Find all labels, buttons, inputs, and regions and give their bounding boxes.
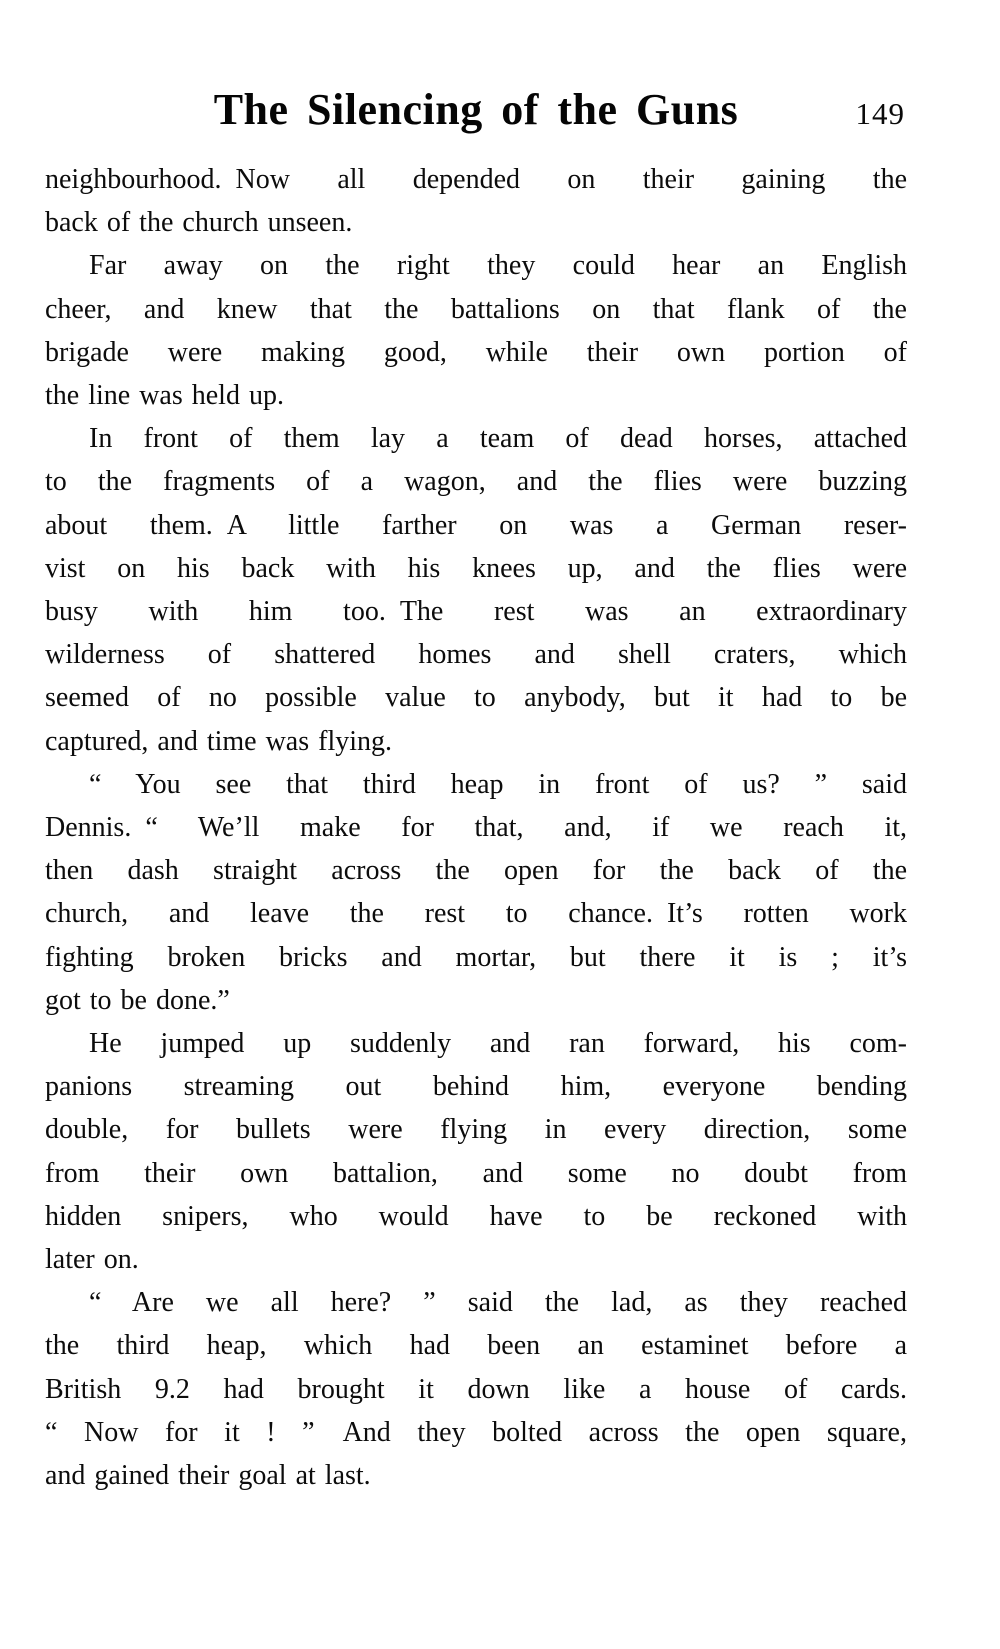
text-line: from their own battalion, and some no doubt from [45, 1157, 907, 1189]
text-line: “ Are we all here? ” said the lad, as they reached [89, 1287, 907, 1319]
text-line: wilderness of shattered homes and shell craters, which [45, 639, 907, 671]
page-body [45, 158, 907, 1497]
text-line: vist on his back with his knees up, and the flies were [45, 552, 907, 584]
text-line: busy with him too. The rest was an extraordinary [45, 596, 907, 628]
text-line: seemed of no possible value to anybody, but it had to be [45, 682, 907, 714]
paragraph [45, 158, 907, 244]
text-line: In front of them lay a team of dead horses, attached [89, 423, 907, 455]
text-line: panions streaming out behind him, everyone bending [45, 1071, 907, 1103]
text-line: later on. [45, 1244, 139, 1276]
text-line: back of the church unseen. [45, 207, 353, 239]
text-line: got to be done.” [45, 984, 230, 1016]
paragraph [45, 1281, 907, 1497]
paragraph [45, 1022, 907, 1281]
text-line: double, for bullets were flying in every direction, some [45, 1114, 907, 1146]
paragraph [45, 417, 907, 763]
text-line: cheer, and knew that the battalions on that flank of the [45, 293, 907, 325]
text-line: then dash straight across the open for the back of the [45, 855, 907, 887]
page-number: 149 [855, 96, 905, 131]
page-title: The Silencing of the Guns [213, 85, 739, 134]
text-line: neighbourhood. Now all depended on their gaining the [45, 164, 907, 195]
text-line: He jumped up suddenly and ran forward, his com- [89, 1028, 907, 1060]
text-line: Far away on the right they could hear an English [89, 250, 907, 282]
text-line: the line was held up. [45, 380, 284, 412]
text-line: and gained their goal at last. [45, 1460, 371, 1492]
text-line: church, and leave the rest to chance. It’s rotten work [45, 898, 907, 930]
text-line: about them. A little farther on was a German reser- [45, 509, 907, 541]
text-line: the third heap, which had been an estaminet before a [45, 1330, 907, 1362]
text-line: fighting broken bricks and mortar, but there it is ; it’s [45, 941, 907, 973]
paragraph [45, 244, 907, 417]
text-line: British 9.2 had brought it down like a house of cards. [45, 1373, 907, 1405]
running-head [45, 82, 907, 146]
text-block [45, 82, 907, 1497]
text-line: brigade were making good, while their own portion of [45, 336, 907, 368]
text-line: “ You see that third heap in front of us? ” said [89, 768, 907, 800]
text-line: “ Now for it ! ” And they bolted across the open square, [45, 1416, 907, 1448]
text-line: hidden snipers, who would have to be reckoned with [45, 1200, 907, 1232]
text-line: captured, and time was flying. [45, 725, 393, 757]
text-line: to the fragments of a wagon, and the flies were buzzing [45, 466, 907, 498]
text-line: Dennis. “ We’ll make for that, and, if we reach it, [45, 812, 907, 844]
paragraph [45, 763, 907, 1022]
